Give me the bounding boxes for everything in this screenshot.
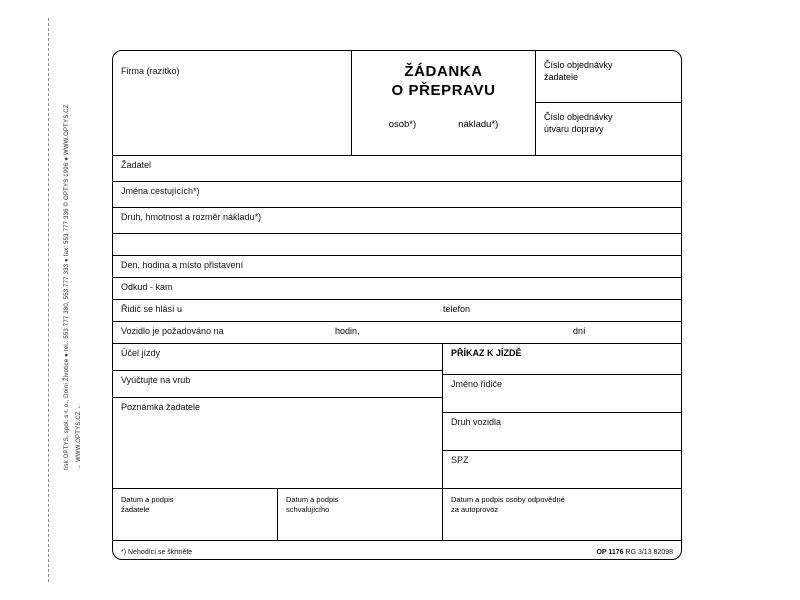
field-vehicle-type[interactable]: [443, 413, 681, 451]
field-vehicle-required[interactable]: [113, 322, 681, 344]
field-plate[interactable]: [443, 451, 681, 489]
field-purpose-label: Účel jízdy: [121, 348, 161, 358]
field-datetime-place[interactable]: [113, 256, 681, 278]
order-number-applicant-label-line2: žadatele: [544, 72, 579, 83]
field-days-label: dní: [573, 326, 586, 336]
order-number-transport-field[interactable]: [536, 103, 681, 155]
form-title: [352, 63, 535, 101]
drive-order-title: [443, 344, 681, 375]
field-hours-label: hodin,: [335, 326, 360, 336]
split-section: [113, 344, 681, 489]
signature-responsible-line1: Datum a podpis osoby odpovědné: [451, 495, 565, 504]
field-driver-name[interactable]: [443, 375, 681, 413]
side-imprint-publisher-text: tisk OPTYS, spol. s r. o., Dolní Životice ● tel.: 553 777 380, 553 777 333 ● fax: 553 777 336: [64, 208, 70, 470]
field-cargo-label: Druh, hmotnost a rozměr nákladu*): [121, 212, 262, 222]
field-cargo-continuation[interactable]: [113, 234, 681, 256]
form-title-block: [351, 51, 536, 156]
field-passengers[interactable]: [113, 182, 681, 208]
signature-responsible-line2: za autoprovoz: [451, 505, 499, 515]
footer-code: OP 1176: [596, 549, 624, 556]
option-persons[interactable]: osob*): [388, 118, 417, 130]
company-stamp-label: Firma (razítko): [121, 66, 180, 76]
signature-approver-line2: schvalujícího: [286, 505, 330, 515]
signature-applicant-line1: Datum a podpis: [121, 495, 174, 504]
field-driver-reports[interactable]: [113, 300, 681, 322]
side-imprint-publisher: [64, 104, 70, 470]
form-title-line1: ŽÁDANKA: [404, 63, 483, 80]
footer-note: *) Nehodící se škrtněte: [121, 549, 193, 556]
company-stamp-field[interactable]: [113, 51, 351, 156]
field-vehicle-required-label: Vozidlo je požadováno na: [121, 326, 224, 336]
side-imprint-copyright: © OPTYS 1996 ●: [64, 156, 70, 207]
field-plate-label: SPZ: [451, 455, 469, 465]
side-imprint: [60, 104, 90, 470]
field-from-to-label: Odkud - kam: [121, 282, 173, 292]
field-from-to[interactable]: [113, 278, 681, 300]
perforation-line: [48, 18, 49, 582]
side-imprint-web: WWW.OPTYS.CZ: [64, 104, 70, 156]
field-charge-to-label: Vyúčtujte na vrub: [121, 375, 191, 385]
split-left-column: [113, 344, 443, 489]
field-cargo[interactable]: [113, 208, 681, 234]
order-number-applicant-field[interactable]: [536, 51, 681, 103]
order-number-transport-label-line1: Číslo objednávky: [544, 112, 613, 122]
footer-code-suffix: RG 3/13 82098: [625, 549, 673, 556]
form-header: [113, 51, 681, 156]
field-applicant-note-label: Poznámka žadatele: [121, 402, 201, 412]
signature-approver-line1: Datum a podpis: [286, 495, 339, 504]
field-driver-reports-label: Řidič se hlásí u: [121, 304, 183, 314]
signature-applicant-line2: žadatele: [121, 505, 150, 515]
field-applicant-note[interactable]: [113, 398, 442, 489]
field-purpose[interactable]: [113, 344, 442, 371]
side-imprint-url: → WWW.OPTYS.CZ ←: [76, 403, 82, 470]
drive-order-title-label: PŘÍKAZ K JÍZDĚ: [451, 348, 522, 358]
field-driver-name-label: Jméno řidiče: [451, 379, 503, 389]
order-number-applicant-label-line1: Číslo objednávky: [544, 60, 613, 70]
signature-applicant[interactable]: [113, 489, 278, 541]
field-charge-to[interactable]: [113, 371, 442, 398]
signature-section: [113, 489, 681, 541]
footer-code-block: [596, 549, 673, 556]
split-right-column: [443, 344, 681, 489]
form-title-line2: O PŘEPRAVU: [391, 81, 496, 99]
signature-responsible[interactable]: [443, 489, 681, 541]
field-passengers-label: Jména cestujících*): [121, 186, 200, 196]
signature-approver[interactable]: [278, 489, 443, 541]
field-telephone-label: telefon: [443, 304, 471, 314]
field-applicant-label: Žadatel: [121, 160, 152, 170]
field-datetime-place-label: Den, hodina a místo přistavení: [121, 260, 244, 270]
option-cargo[interactable]: nákladu*): [458, 118, 499, 130]
order-numbers-block: [536, 51, 681, 156]
form-footer: [113, 541, 681, 567]
form-title-options: [352, 119, 535, 130]
field-applicant[interactable]: [113, 156, 681, 182]
field-vehicle-type-label: Druh vozidla: [451, 417, 502, 427]
order-number-transport-label-line2: útvaru dopravy: [544, 124, 604, 135]
form-body: [112, 50, 682, 560]
